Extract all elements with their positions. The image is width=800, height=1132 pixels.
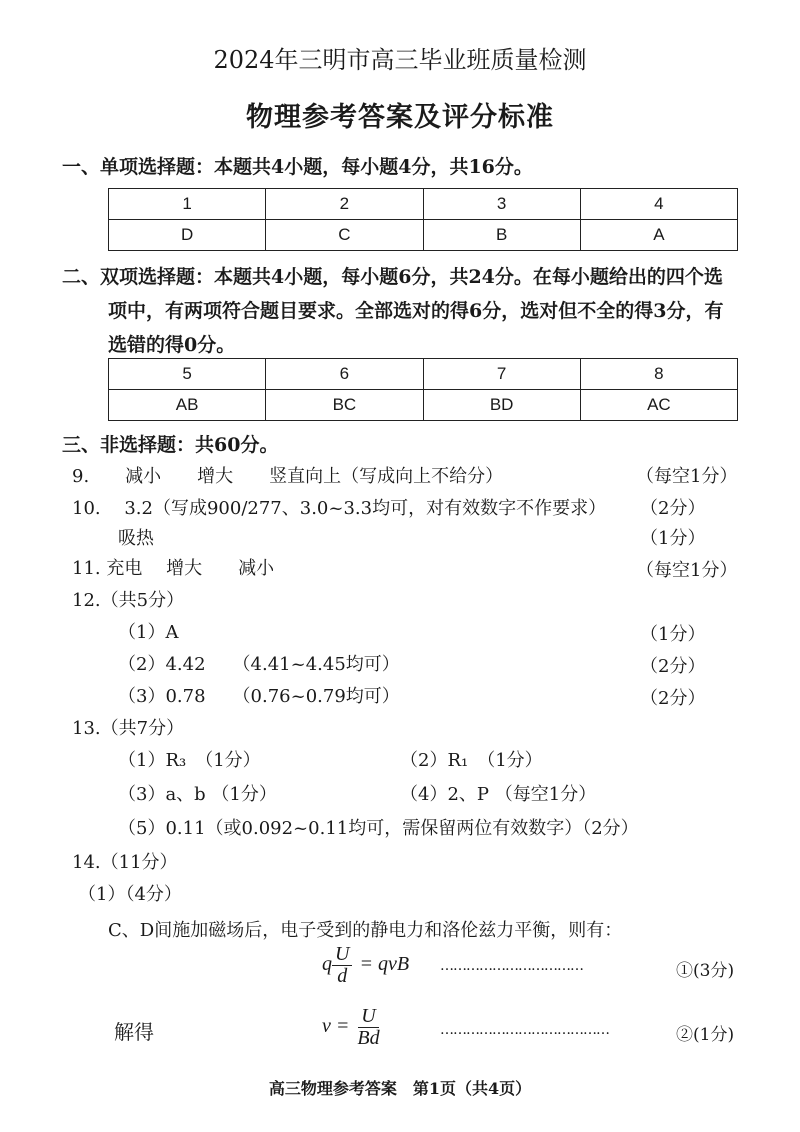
answer-cell: AB xyxy=(109,390,266,421)
q12-item3: （3）0.78 （0.76~0.79均可） xyxy=(118,686,400,707)
section2-heading-line2: 项中，有两项符合题目要求。全部选对的得6分，选对但不全的得3分，有 xyxy=(108,300,724,322)
eq2-lhs: v = xyxy=(322,1015,350,1038)
answer-key-title: 物理参考答案及评分标准 xyxy=(246,102,554,133)
question-number: 5 xyxy=(109,359,266,390)
answer-cell: A xyxy=(580,220,737,251)
q12-item1: （1）A xyxy=(118,622,179,643)
question-number: 4 xyxy=(580,189,737,220)
q13-heading: 13.（共7分） xyxy=(72,718,185,739)
q11-score: （每空1分） xyxy=(636,560,738,581)
eq1-rhs: = qvB xyxy=(359,953,410,976)
table-row xyxy=(109,390,738,421)
q12-item3-score: （2分） xyxy=(640,688,706,709)
section2-answer-table xyxy=(108,358,738,421)
section2-heading-line1: 二、双项选择题：本题共4小题，每小题6分，共24分。在每小题给出的四个选 xyxy=(62,266,723,288)
question-number: 1 xyxy=(109,189,266,220)
section2-heading-line3: 选错的得0分。 xyxy=(108,334,236,356)
q12-item2-score: （2分） xyxy=(640,656,706,677)
q14-explanation: C、D间施加磁场后，电子受到的静电力和洛伦兹力平衡，则有： xyxy=(108,920,623,941)
table-row xyxy=(109,220,738,251)
eq2-leader-dots: ………………………………… xyxy=(440,1022,609,1038)
question-number: 6 xyxy=(266,359,423,390)
q10-score-line2: （1分） xyxy=(640,528,706,549)
equation-2 xyxy=(322,1006,383,1049)
answer-cell: BC xyxy=(266,390,423,421)
question-number: 3 xyxy=(423,189,580,220)
question-number: 2 xyxy=(266,189,423,220)
answer-cell: C xyxy=(266,220,423,251)
eq2-denominator: Bd xyxy=(357,1027,380,1049)
q9-score: （每空1分） xyxy=(636,466,738,487)
table-row xyxy=(109,189,738,220)
question-number: 8 xyxy=(580,359,737,390)
q11-answer: 11. 充电 增大 减小 xyxy=(72,558,275,579)
q14-part1: （1）（4分） xyxy=(78,884,182,905)
answer-cell: AC xyxy=(580,390,737,421)
section1-heading: 一、单项选择题：本题共4小题，每小题4分，共16分。 xyxy=(62,156,533,178)
q14-heading: 14.（11分） xyxy=(72,852,178,873)
q13-item2: （2）R₁ （1分） xyxy=(400,750,543,771)
q10-answer-line2: 吸热 xyxy=(118,528,154,549)
q13-item5: （5）0.11（或0.092~0.11均可，需保留两位有效数字）（2分） xyxy=(118,818,639,839)
eq1-leader-dots: …………………………… xyxy=(440,958,583,974)
eq2-marker: ②(1分) xyxy=(676,1025,735,1045)
q13-item3: （3）a、b （1分） xyxy=(118,784,277,805)
q9-answer: 9. 减小 增大 竖直向上（写成向上不给分） xyxy=(72,466,504,487)
q14-solve-label: 解得 xyxy=(114,1020,154,1044)
eq1-fraction xyxy=(332,944,352,987)
table-row xyxy=(109,359,738,390)
eq2-numerator: U xyxy=(358,1006,378,1028)
q12-item1-score: （1分） xyxy=(640,624,706,645)
section3-heading: 三、非选择题：共60分。 xyxy=(62,434,279,456)
q12-heading: 12.（共5分） xyxy=(72,590,185,611)
eq1-denominator: d xyxy=(337,965,348,987)
q12-item2: （2）4.42 （4.41~4.45均可） xyxy=(118,654,400,675)
q13-item4: （4）2、P （每空1分） xyxy=(400,784,597,805)
q10-score: （2分） xyxy=(640,498,706,519)
section1-answer-table xyxy=(108,188,738,251)
q13-item1: （1）R₃ （1分） xyxy=(118,750,261,771)
answer-cell: BD xyxy=(423,390,580,421)
equation-1 xyxy=(322,944,409,987)
eq1-marker: ①(3分) xyxy=(676,961,735,981)
page-footer: 高三物理参考答案 第1页（共4页） xyxy=(268,1079,532,1098)
question-number: 7 xyxy=(423,359,580,390)
eq2-fraction xyxy=(354,1006,382,1049)
q10-answer: 10. 3.2（写成900/277、3.0~3.3均可，对有效数字不作要求） xyxy=(72,498,607,519)
answer-cell: D xyxy=(109,220,266,251)
eq1-coef: q xyxy=(322,953,332,976)
exam-title: 2024年三明市高三毕业班质量检测 xyxy=(213,46,587,74)
answer-cell: B xyxy=(423,220,580,251)
eq1-numerator: U xyxy=(332,944,352,966)
